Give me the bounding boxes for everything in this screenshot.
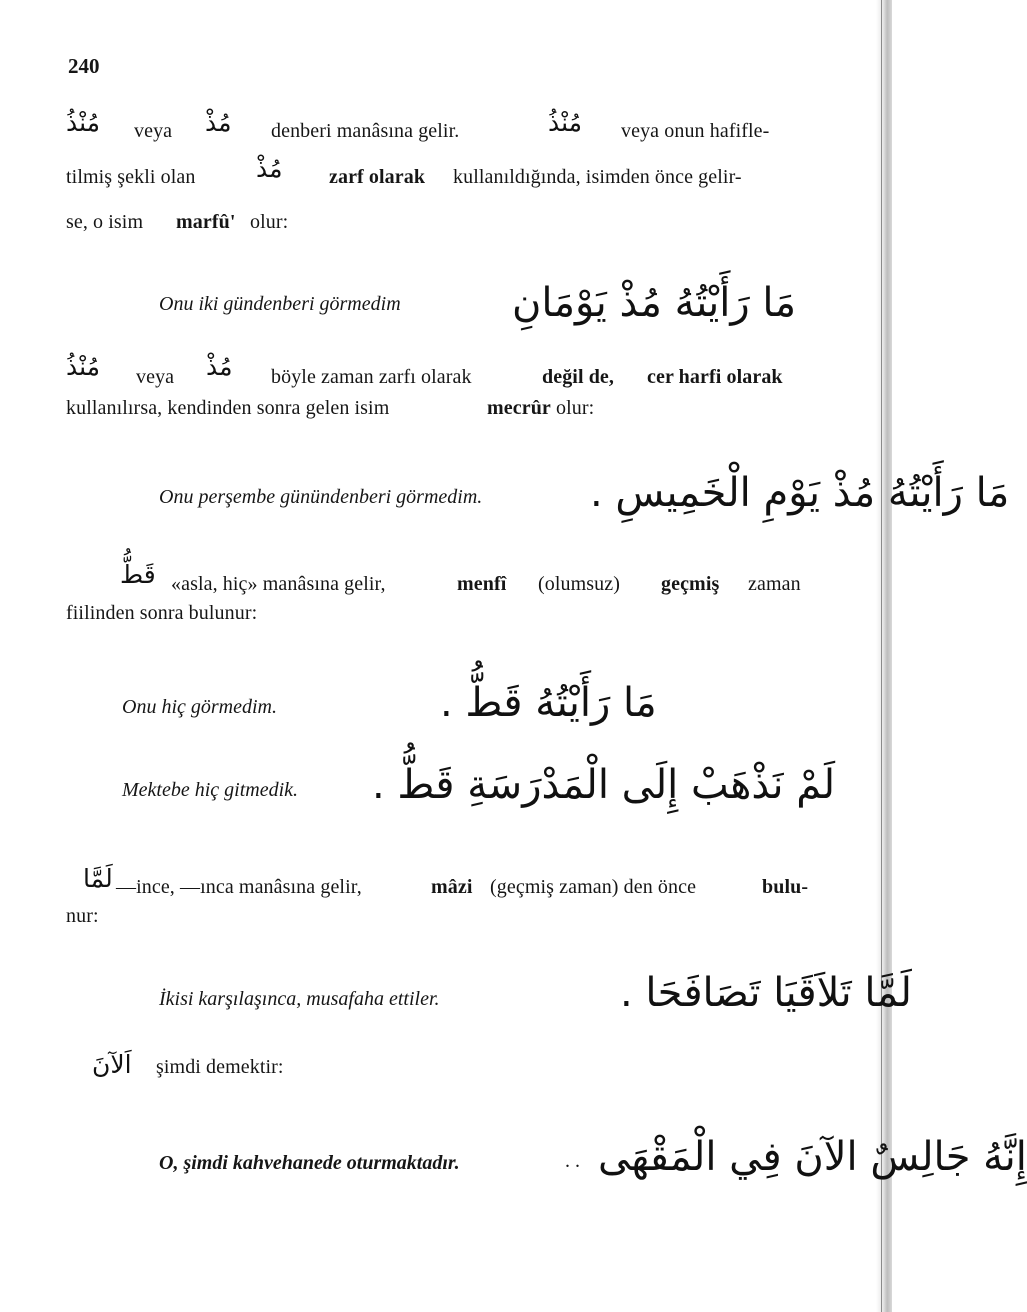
example5-translation: İkisi karşılaşınca, musafaha ettiler. xyxy=(159,988,440,1010)
example2-arabic: مَا رَأَيْتُهُ مُذْ يَوْمِ الْخَمِيسِ . xyxy=(590,470,1010,516)
para1-line3-text-2: olur: xyxy=(250,211,289,233)
page-number: 240 xyxy=(68,54,100,78)
page-edge-shadow xyxy=(876,0,892,1312)
para3-bold-gecmis: geçmiş xyxy=(661,573,720,595)
example5-arabic: لَمَّا تَلاَقَيَا تَصَافَحَا . xyxy=(620,970,912,1016)
arabic-mudh-2: مُذْ xyxy=(256,154,283,183)
example6-arabic: إِنَّهُ جَالِسٌ الآنَ فِي الْمَقْهَى xyxy=(598,1134,1027,1180)
example1-translation: Onu iki gündenberi görmedim xyxy=(159,293,401,315)
para4-line2-text: nur: xyxy=(66,905,99,927)
arabic-mundhu: مُنْذُ xyxy=(66,108,101,137)
para3-text-3: zaman xyxy=(748,573,801,595)
para1-veya: veya xyxy=(134,120,173,142)
para1-line2-text-1: tilmiş şekli olan xyxy=(66,166,196,188)
para3-text-2: (olumsuz) xyxy=(538,573,620,595)
para2-bold-mecrur: mecrûr xyxy=(487,397,551,419)
arabic-alan: اَلآنَ xyxy=(92,1050,132,1079)
para5-text: şimdi demektir: xyxy=(156,1056,284,1078)
example1-arabic: مَا رَأَيْتُهُ مُذْ يَوْمَانِ xyxy=(512,280,797,326)
para4-bold-mazi: mâzi xyxy=(431,876,473,898)
example4-translation: Mektebe hiç gitmedik. xyxy=(122,779,299,801)
para1-text-1: denberi manâsına gelir. xyxy=(271,120,460,142)
example3-arabic: مَا رَأَيْتُهُ قَطُّ . xyxy=(440,680,657,726)
para2-line2-text-2: olur: xyxy=(556,397,595,419)
para3-text-1: «asla, hiç» manâsına gelir, xyxy=(171,573,386,595)
para2-text-1: böyle zaman zarfı olarak xyxy=(271,366,472,388)
example2-translation: Onu perşembe günündenberi görmedim. xyxy=(159,486,483,508)
para2-veya: veya xyxy=(136,366,175,388)
para4-bold-bulu: bulu- xyxy=(762,876,809,898)
arabic-lamma: لَمَّا xyxy=(83,864,113,893)
para4-text-2: (geçmiş zaman) den önce xyxy=(490,876,697,898)
example6-dots: . . xyxy=(565,1150,580,1172)
para2-bold-degil: değil de, xyxy=(542,366,615,388)
para1-text-2: veya onun hafifle- xyxy=(621,120,770,142)
para4-text-1: —ince, —ınca manâsına gelir, xyxy=(116,876,362,898)
arabic-qattu: قَطُّ xyxy=(120,560,156,589)
arabic-mudh-3: مُذْ xyxy=(206,352,233,381)
para1-bold-marfu: marfû' xyxy=(176,211,236,233)
example6-translation: O, şimdi kahvehanede oturmaktadır. xyxy=(159,1152,460,1174)
para2-line2-text-1: kullanılırsa, kendinden sonra gelen isim xyxy=(66,397,390,419)
arabic-mudh: مُذْ xyxy=(205,108,232,137)
para1-bold-zarf: zarf olarak xyxy=(329,166,426,188)
para1-line2-text-2: kullanıldığında, isimden önce gelir- xyxy=(453,166,742,188)
example4-arabic: لَمْ نَذْهَبْ إِلَى الْمَدْرَسَةِ قَطُّ . xyxy=(372,762,836,808)
para3-bold-menfi: menfî xyxy=(457,573,507,595)
example3-translation: Onu hiç görmedim. xyxy=(122,696,277,718)
arabic-mundhu-3: مُنْذُ xyxy=(66,352,101,381)
para3-line2-text: fiilinden sonra bulunur: xyxy=(66,602,258,624)
arabic-mundhu-2: مُنْذُ xyxy=(548,108,583,137)
para1-line3-text-1: se, o isim xyxy=(66,211,144,233)
para2-bold-cer: cer harfi olarak xyxy=(647,366,783,388)
page-edge-line xyxy=(881,0,882,1312)
